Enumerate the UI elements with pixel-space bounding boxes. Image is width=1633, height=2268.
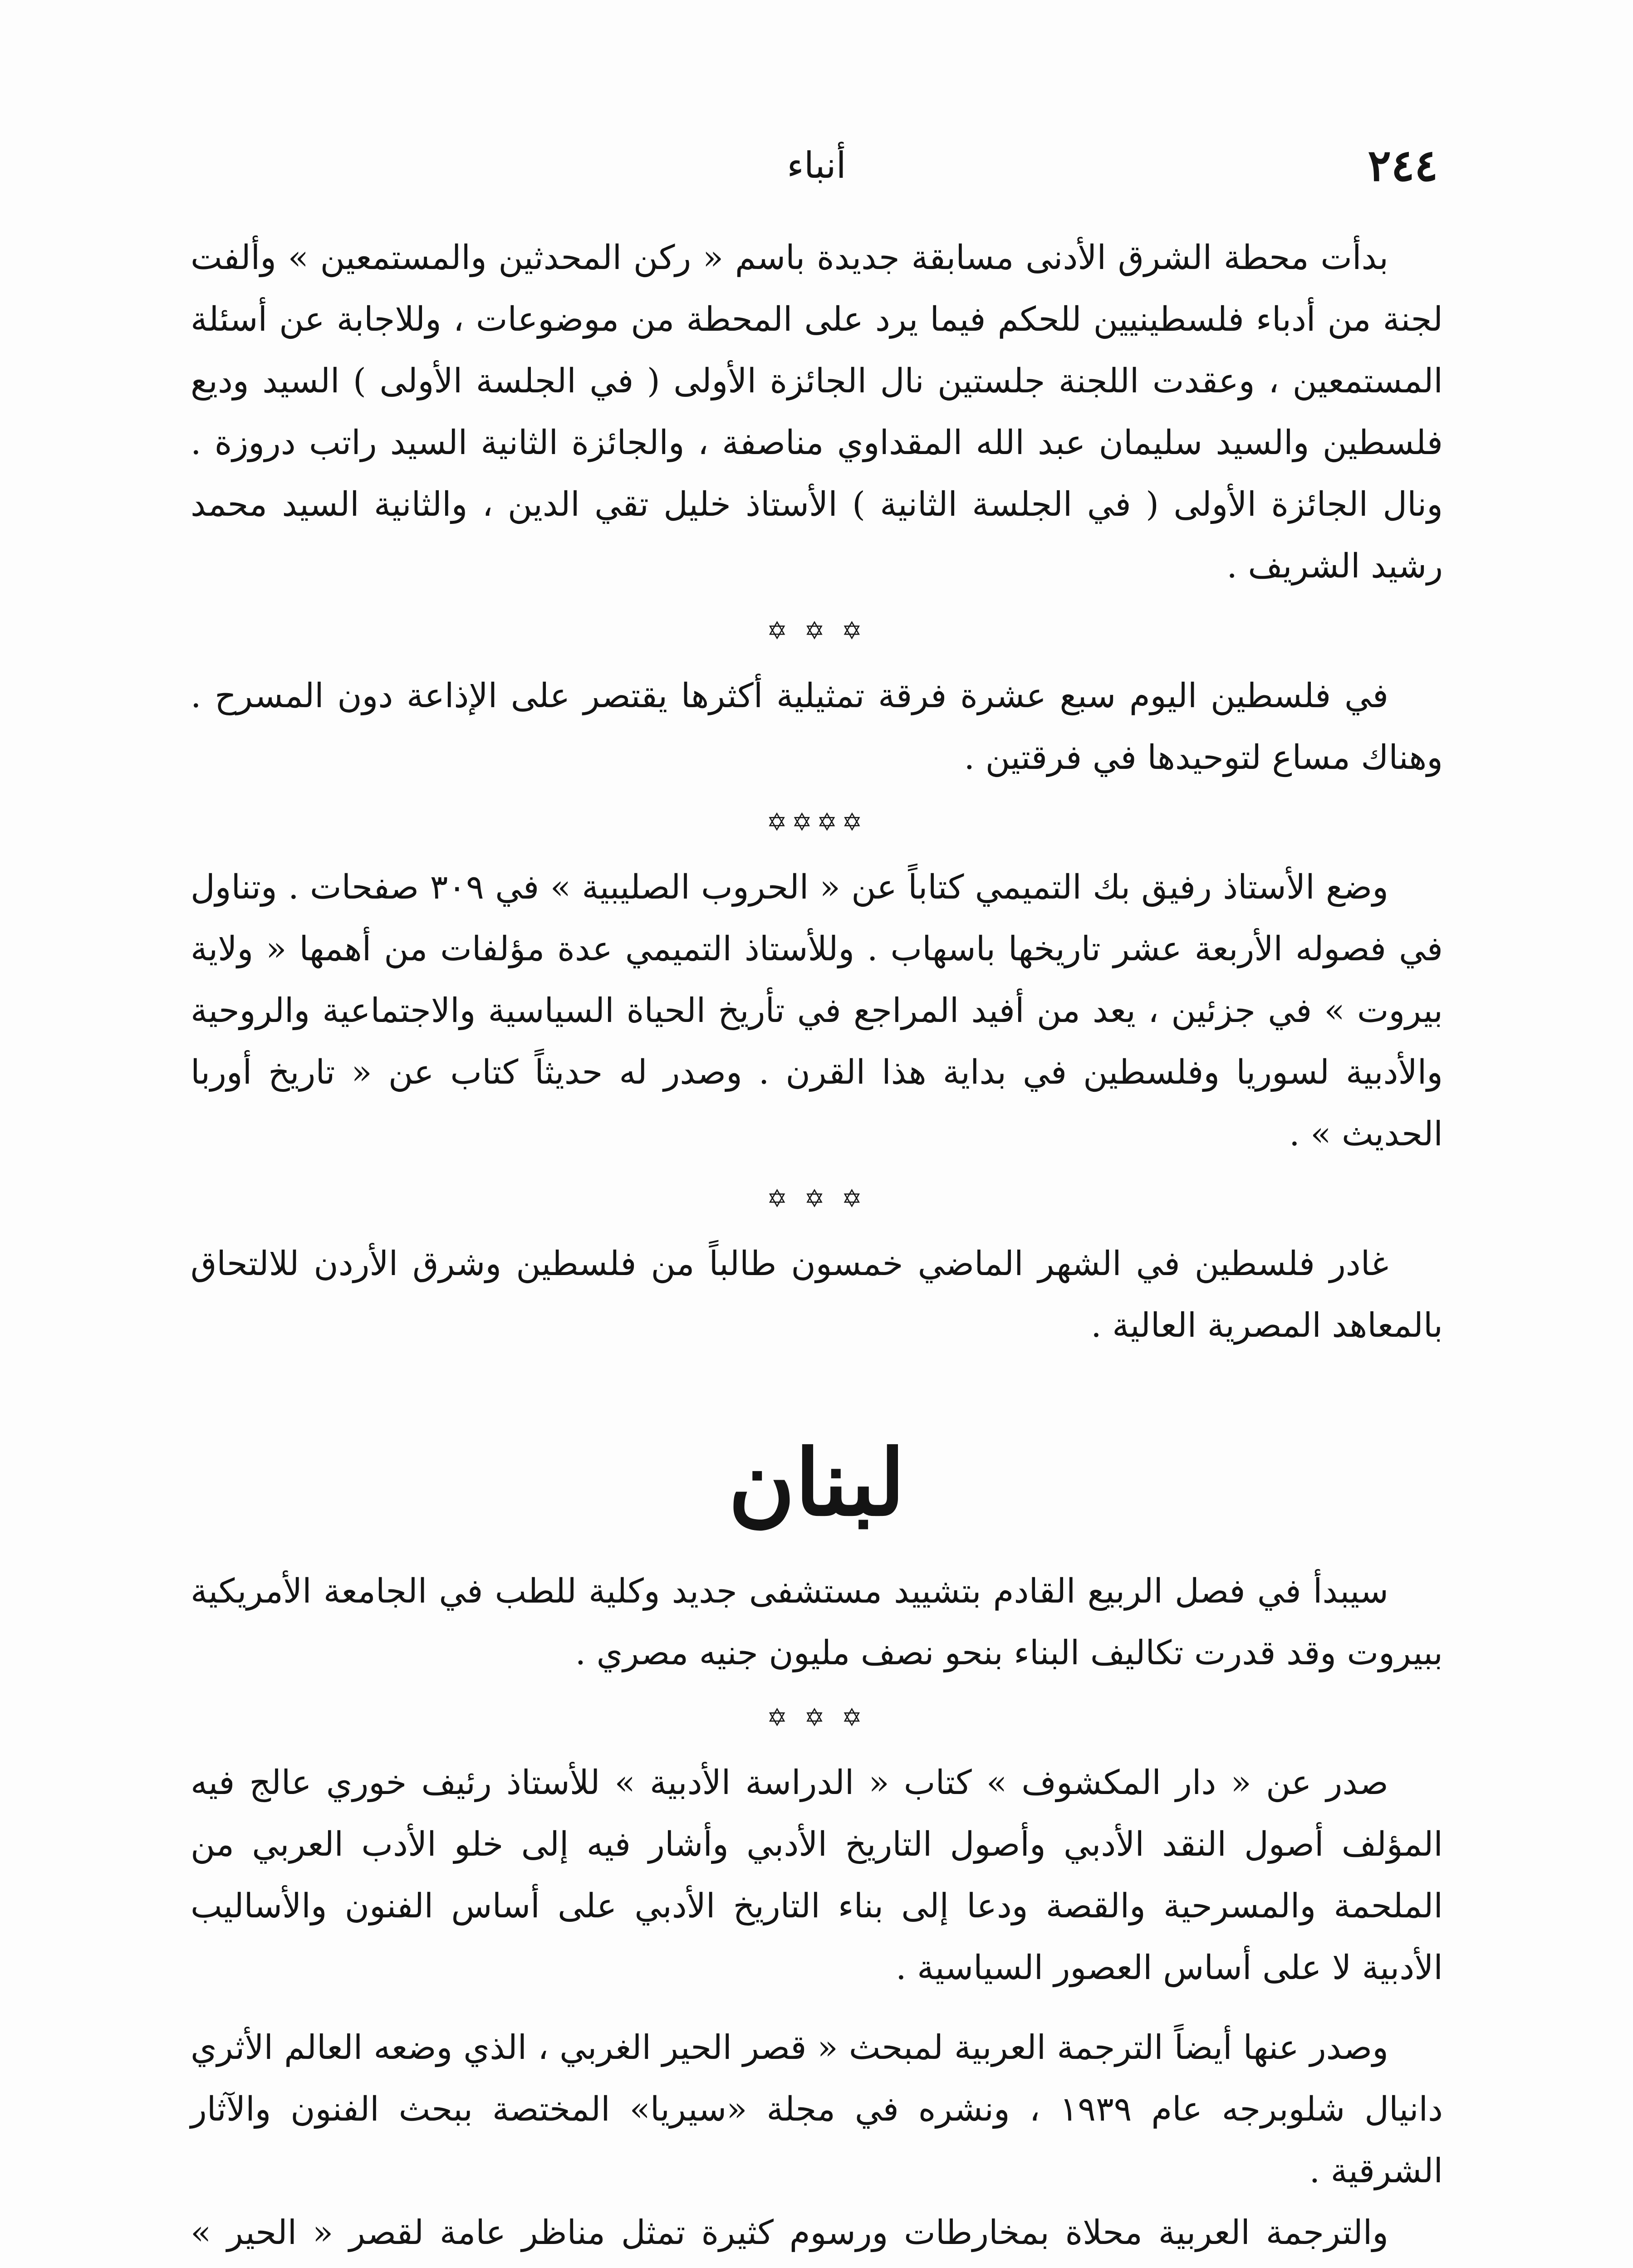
star-separator: ✡ ✡ ✡ bbox=[766, 1184, 867, 1213]
star-separator: ✡ ✡ ✡ bbox=[766, 616, 867, 645]
news-item-lebanon-3: وصدر عنها أيضاً الترجمة العربية لمبحث « قصر الحير الغربي ، الذي وضعه العالم الأثري دانيال شلوبرجه عام ١٩٣٩ ، ونشره في مجلة «سيريا» المختصة ببحث الفنون والآثار الشرقية . bbox=[191, 2028, 1443, 2190]
news-item-lebanon-1: سيبدأ في فصل الربيع القادم بتشييد مستشفى جديد وكلية للطب في الجامعة الأمريكية ببيروت وقد قدرت تكاليف البناء بنحو نصف مليون جنيه مصري . bbox=[191, 1572, 1443, 1672]
page-body bbox=[191, 227, 1443, 2268]
news-item-lebanon-2: صدر عن « دار المكشوف » كتاب « الدراسة الأدبية » للأستاذ رئيف خوري عالج فيه المؤلف أصول النقد الأدبي وأصول التاريخ الأدبي وأشار فيه إلى خلو الأدب العربي من الملحمة والمسرحية والقصة ودعا إلى بناء التاريخ الأدبي على أساس الفنون والأساليب الأدبية لا على أساس العصور السياسية . bbox=[191, 1763, 1443, 1987]
news-item-palestine-1: بدأت محطة الشرق الأدنى مسابقة جديدة باسم « ركن المحدثين والمستمعين » وألفت لجنة من أدباء فلسطينيين للحكم فيما يرد على المحطة من موضوعات ، وللاجابة عن أسئلة المستمعين ، وعقدت اللجنة جلستين نال الجائزة الأولى ( في الجلسة الأولى ) السيد وديع فلسطين والسيد سليمان عبد الله المقداوي مناصفة ، والجائزة الثانية السيد راتب دروزة . ونال الجائزة الأولى ( في الجلسة الثانية ) الأستاذ خليل تقي الدين ، والثانية السيد محمد رشيد الشريف . bbox=[191, 238, 1443, 586]
news-item-palestine-4: غادر فلسطين في الشهر الماضي خمسون طالباً من فلسطين وشرق الأردن للالتحاق بالمعاهد المصرية العالية . bbox=[191, 1244, 1443, 1345]
star-separator: ✡✡✡✡ bbox=[766, 808, 867, 836]
news-item-palestine-2: في فلسطين اليوم سبع عشرة فرقة تمثيلية أكثرها يقتصر على الإذاعة دون المسرح . وهناك مساع لتوحيدها في فرقتين . bbox=[191, 676, 1443, 777]
page-number: ٢٤٤ bbox=[1368, 140, 1438, 191]
news-item-palestine-3: وضع الأستاذ رفيق بك التميمي كتاباً عن « الحروب الصليبية » في ٣٠٩ صفحات . وتناول في فصوله الأربعة عشر تاريخها باسهاب . وللأستاذ التميمي عدة مؤلفات من أهمها « ولاية بيروت » في جزئين ، يعد من أفيد المراجع في تأريخ الحياة السياسية والاجتماعية والروحية والأدبية لسوريا وفلسطين في بداية هذا القرن . وصدر له حديثاً كتاب عن « تاريخ أوربا الحديث » . bbox=[191, 868, 1443, 1154]
section-title-lebanon: لبنان bbox=[728, 1430, 905, 1536]
page-header bbox=[195, 136, 1438, 195]
news-item-lebanon-4: والترجمة العربية محلاة بمخارطات ورسوم كثيرة تمثل مناظر عامة لقصر « الحير » bbox=[191, 2213, 1388, 2252]
running-head: أنباء bbox=[787, 144, 846, 186]
star-separator: ✡ ✡ ✡ bbox=[766, 1703, 867, 1732]
